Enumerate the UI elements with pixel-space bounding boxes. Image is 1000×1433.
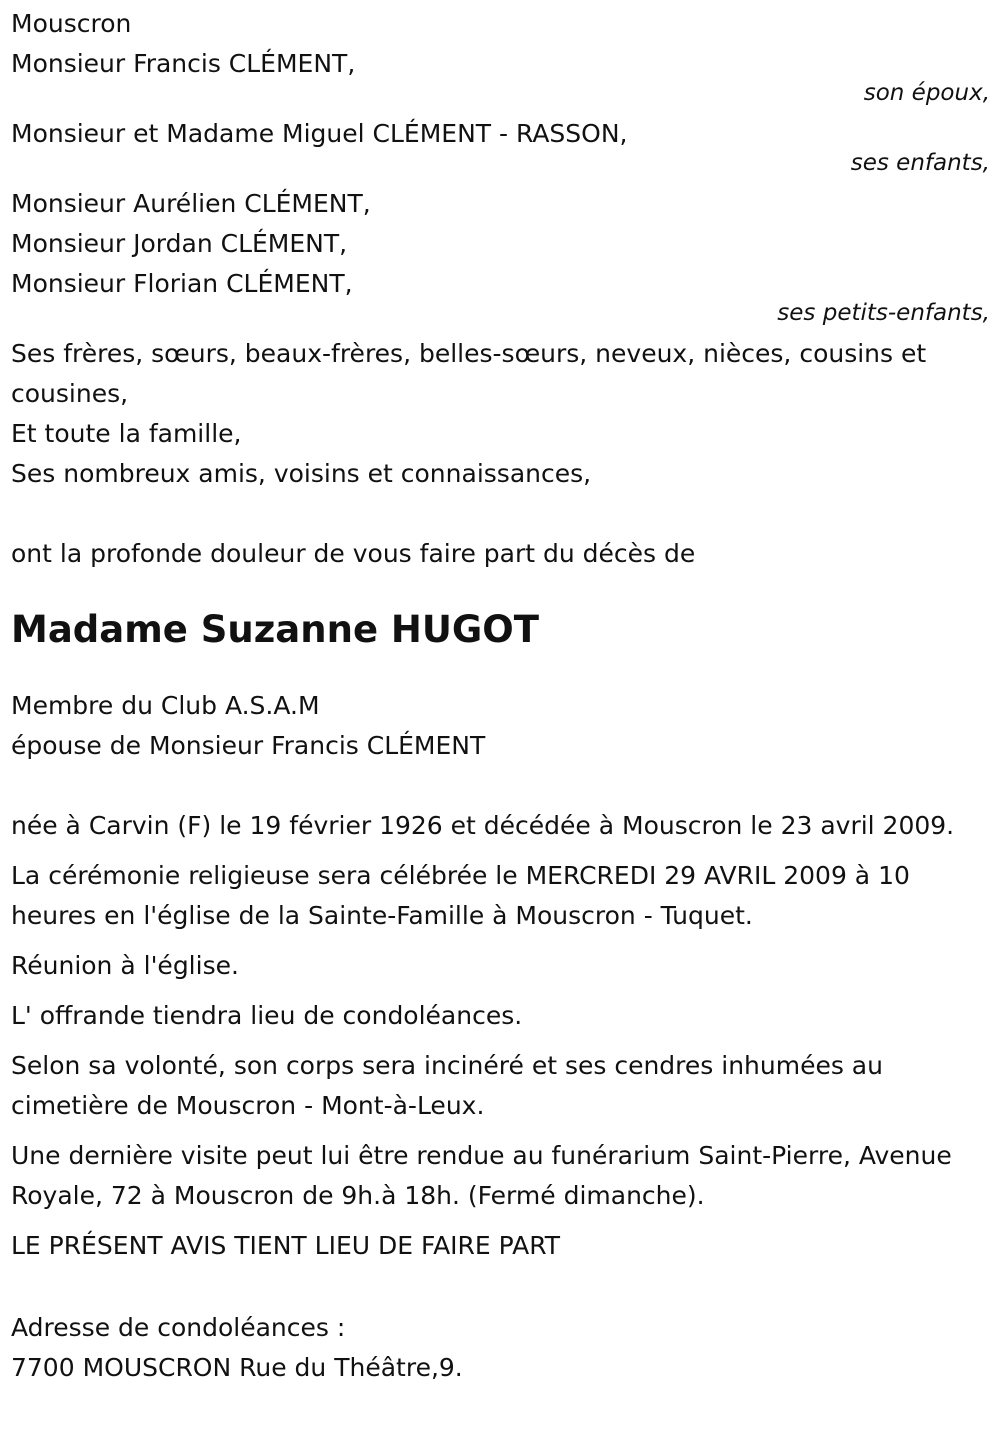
spacer [11, 494, 990, 534]
deceased-detail: Membre du Club A.S.A.M [11, 691, 320, 720]
cremation-paragraph: Selon sa volonté, son corps sera incinéré et ses cendres inhumées au cimetière de Mouscron - Mont-à-Leux. [11, 1051, 883, 1120]
deceased-detail: épouse de Monsieur Francis CLÉMENT [11, 731, 486, 760]
spacer [11, 574, 990, 606]
children-name: Monsieur et Madame Miguel CLÉMENT - RASSON, [11, 119, 628, 148]
deceased-name: Madame Suzanne HUGOT [11, 608, 539, 651]
grandchildren-role: ses petits-enfants, [777, 300, 990, 326]
spouse-role: son époux, [863, 80, 990, 106]
notice-statement: LE PRÉSENT AVIS TIENT LIEU DE FAIRE PART [11, 1231, 561, 1260]
meeting-paragraph: Réunion à l'église. [11, 951, 239, 980]
spacer [11, 1276, 990, 1308]
friends-neighbors: Ses nombreux amis, voisins et connaissances, [11, 459, 592, 488]
birth-death-paragraph: née à Carvin (F) le 19 février 1926 et décédée à Mouscron le 23 avril 2009. [11, 811, 955, 840]
spacer [11, 654, 990, 686]
children-role: ses enfants, [850, 150, 990, 176]
city-heading: Mouscron [11, 9, 132, 38]
whole-family: Et toute la famille, [11, 419, 242, 448]
spacer [11, 766, 990, 806]
announcement-text: ont la profonde douleur de vous faire part du décès de [11, 539, 696, 568]
offering-paragraph: L' offrande tiendra lieu de condoléances. [11, 1001, 523, 1030]
ceremony-paragraph: La cérémonie religieuse sera célébrée le MERCREDI 29 AVRIL 2009 à 10 heures en l'église de la Sainte-Famille à Mouscron - Tuquet. [11, 861, 910, 930]
condolences-label: Adresse de condoléances : [11, 1313, 346, 1342]
visit-paragraph: Une dernière visite peut lui être rendue au funérarium Saint-Pierre, Avenue Royale, 72 à Mouscron de 9h.à 18h. (Fermé dimanche). [11, 1141, 952, 1210]
grandchild-name: Monsieur Aurélien CLÉMENT, [11, 189, 371, 218]
spouse-name: Monsieur Francis CLÉMENT, [11, 49, 356, 78]
condolences-address: 7700 MOUSCRON Rue du Théâtre,9. [11, 1353, 463, 1382]
grandchild-name: Monsieur Jordan CLÉMENT, [11, 229, 348, 258]
other-relatives: Ses frères, sœurs, beaux-frères, belles-sœurs, neveux, nièces, cousins et cousines, [11, 339, 927, 408]
grandchild-name: Monsieur Florian CLÉMENT, [11, 269, 353, 298]
